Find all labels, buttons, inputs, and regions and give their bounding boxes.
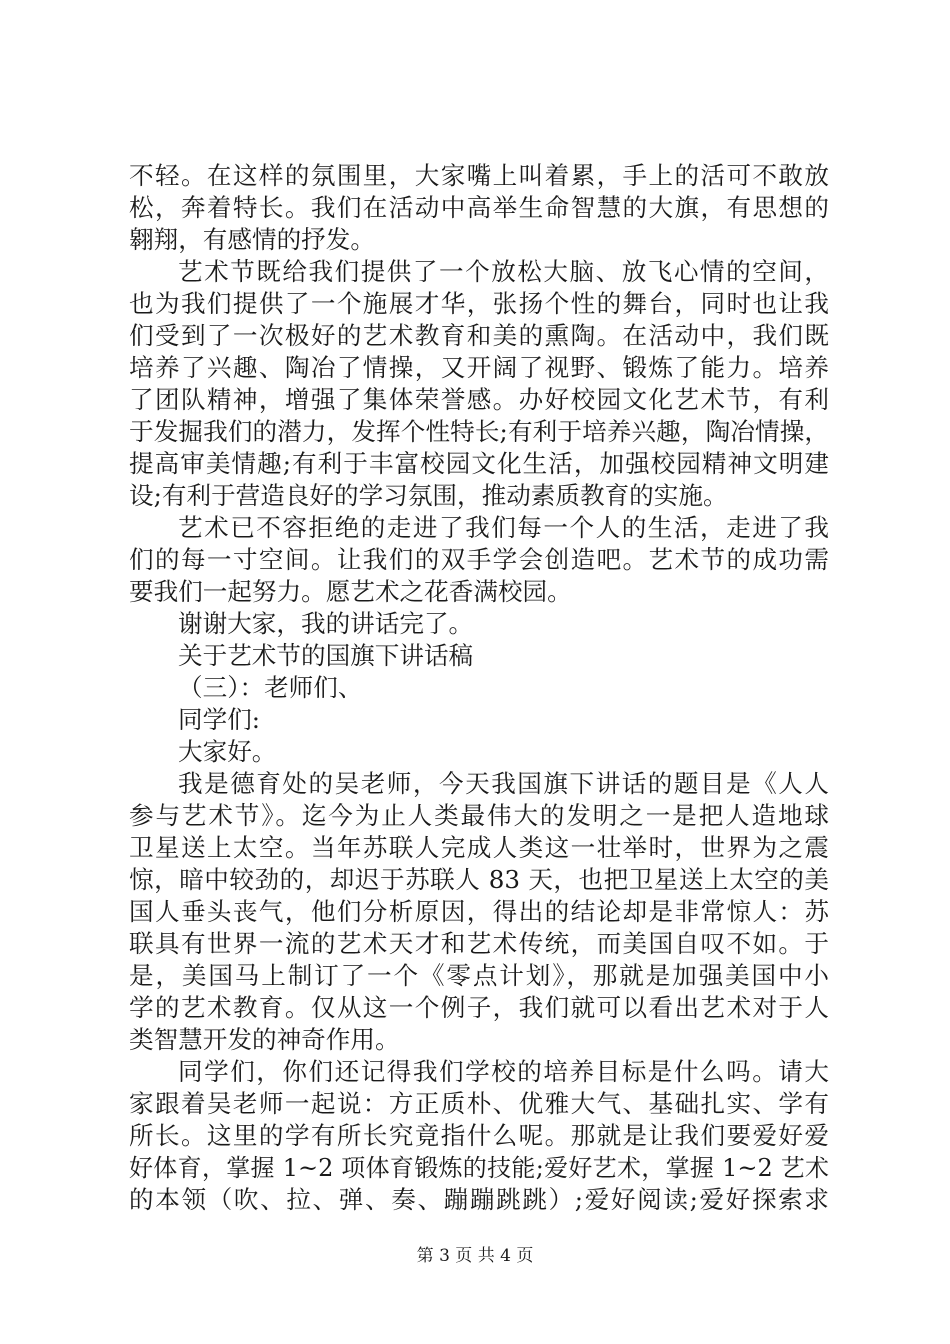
text-line: 于发掘我们的潜力，发挥个性特长;有利于培养兴趣，陶冶情操，	[129, 417, 829, 446]
text-line: 培养了兴趣、陶冶了情操，又开阔了视野、锻炼了能力。培养	[129, 353, 829, 382]
text-line: 关于艺术节的国旗下讲话稿	[178, 641, 474, 670]
text-line: 我是德育处的吴老师，今天我国旗下讲话的题目是《人人	[178, 769, 829, 798]
text-line: 卫星送上太空。当年苏联人完成人类这一壮举时，世界为之震	[129, 833, 829, 862]
text-line: 也为我们提供了一个施展才华，张扬个性的舞台，同时也让我	[129, 289, 829, 318]
text-line: 们受到了一次极好的艺术教育和美的熏陶。在活动中，我们既	[129, 321, 829, 350]
text-line: 联具有世界一流的艺术天才和艺术传统，而美国自叹不如。于	[129, 929, 829, 958]
text-line: 是，美国马上制订了一个《零点计划》，那就是加强美国中小	[129, 961, 829, 990]
text-line: 类智慧开发的神奇作用。	[129, 1025, 400, 1054]
text-line: 要我们一起努力。愿艺术之花香满校园。	[129, 577, 572, 606]
page-footer: 第 3 页 共 4 页	[416, 1246, 534, 1266]
text-line: 不轻。在这样的氛围里，大家嘴上叫着累，手上的活可不敢放	[129, 161, 829, 190]
text-line: 好体育，掌握 1~2 项体育锻炼的技能;爱好艺术，掌握 1~2 艺术	[129, 1154, 829, 1182]
text-line: 提高审美情趣;有利于丰富校园文化生活，加强校园精神文明建	[129, 449, 829, 478]
text-line: 谢谢大家，我的讲话完了。	[178, 609, 474, 638]
text-line: （三）：老师们、	[178, 673, 363, 702]
text-line: 同学们:	[178, 705, 261, 734]
text-line: 所长。这里的学有所长究竟指什么呢。那就是让我们要爱好爱	[129, 1121, 829, 1150]
text-line: 艺术节既给我们提供了一个放松大脑、放飞心情的空间，	[178, 257, 829, 286]
text-line: 惊，暗中较劲的，却迟于苏联人 83 天，也把卫星送上太空的美	[129, 865, 829, 894]
text-line: 翱翔，有感情的抒发。	[129, 225, 375, 254]
text-line: 同学们，你们还记得我们学校的培养目标是什么吗。请大	[178, 1057, 829, 1086]
text-line: 学的艺术教育。仅从这一个例子，我们就可以看出艺术对于人	[129, 993, 829, 1022]
text-line: 的本领（吹、拉、弹、奏、蹦蹦跳跳）;爱好阅读;爱好探索求	[129, 1185, 829, 1214]
text-line: 松，奔着特长。我们在活动中高举生命智慧的大旗，有思想的	[129, 193, 829, 222]
text-line: 参与艺术节》。迄今为止人类最伟大的发明之一是把人造地球	[129, 801, 829, 830]
text-line: 了团队精神，增强了集体荣誉感。办好校园文化艺术节，有利	[129, 385, 829, 414]
text-line: 们的每一寸空间。让我们的双手学会创造吧。艺术节的成功需	[129, 545, 829, 574]
text-line: 大家好。	[178, 737, 277, 766]
text-line: 家跟着吴老师一起说：方正质朴、优雅大气、基础扎实、学有	[129, 1089, 829, 1118]
text-line: 艺术已不容拒绝的走进了我们每一个人的生活，走进了我	[178, 513, 829, 542]
text-line: 国人垂头丧气，他们分析原因，得出的结论却是非常惊人：苏	[129, 897, 829, 926]
body-text	[129, 160, 829, 1216]
text-line: 设;有利于营造良好的学习氛围，推动素质教育的实施。	[129, 481, 728, 510]
